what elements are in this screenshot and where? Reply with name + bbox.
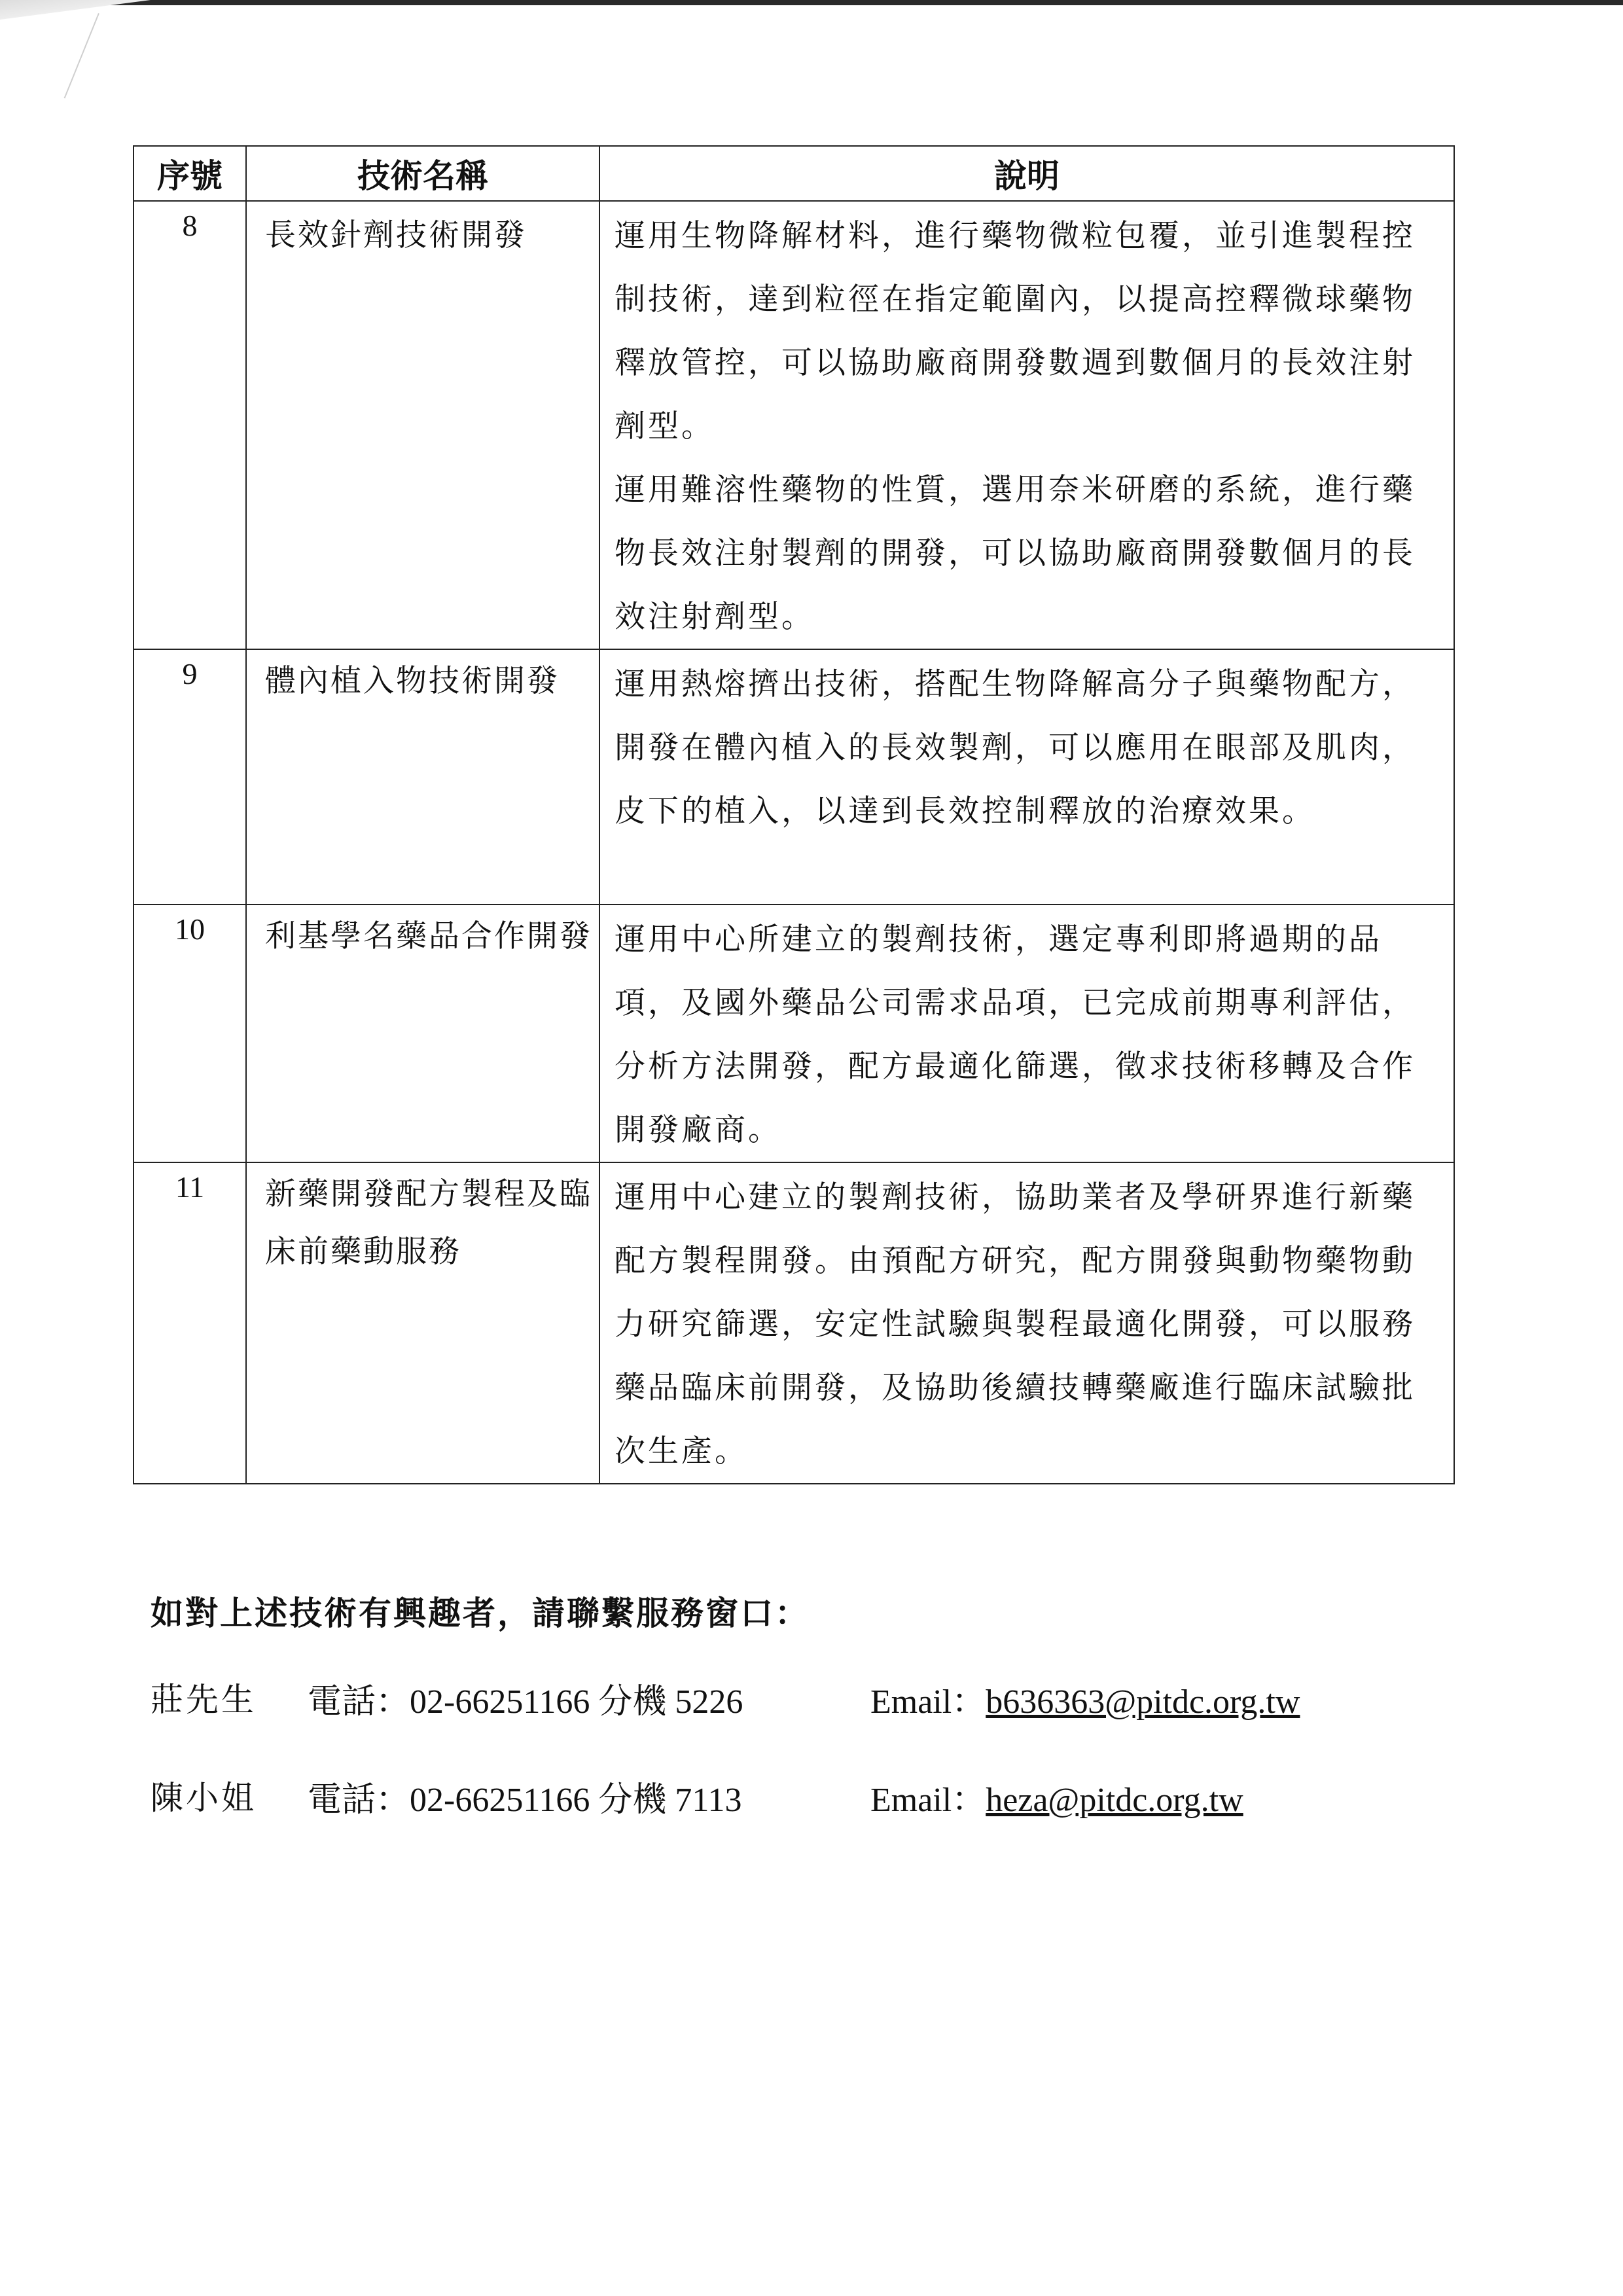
row-name xyxy=(246,1162,599,1484)
contact-email xyxy=(870,1772,1243,1821)
row-no: 9 xyxy=(134,649,246,905)
row-desc xyxy=(599,201,1454,649)
row-name-text: 長效針劑技術開發 xyxy=(265,217,527,253)
table-row xyxy=(134,905,1454,1162)
row-desc xyxy=(599,649,1454,905)
row-name xyxy=(246,905,599,1162)
email-label: Email： xyxy=(870,1683,986,1721)
row-desc xyxy=(599,905,1454,1162)
contact-row xyxy=(151,1674,1459,1772)
table-row xyxy=(134,201,1454,649)
row-no: 11 xyxy=(134,1162,246,1484)
email-label: Email： xyxy=(870,1782,986,1819)
header-no: 序號 xyxy=(134,146,246,201)
header-name: 技術名稱 xyxy=(246,146,599,201)
row-no: 8 xyxy=(134,201,246,649)
table-row xyxy=(134,649,1454,905)
scan-folded-corner xyxy=(0,0,151,20)
table-row xyxy=(134,1162,1454,1484)
row-name xyxy=(246,649,599,905)
contact-name: 莊先生 xyxy=(151,1681,257,1719)
header-desc: 說明 xyxy=(599,146,1454,201)
contact-phone: 電話：02-66251166 分機 5226 xyxy=(308,1683,743,1721)
contact-row xyxy=(151,1772,1459,1870)
desc-paragraph: 運用生物降解材料，進行藥物微粒包覆，並引進製程控制技術，達到粒徑在指定範圍內，以提高控釋微球藥物釋放管控，可以協助廠商開發數週到數個月的長效注射劑型。 xyxy=(615,218,1416,444)
desc-paragraph: 運用中心建立的製劑技術，協助業者及學研界進行新藥配方製程開發。由預配方研究，配方開發與動物藥物動力研究篩選，安定性試驗與製程最適化開發，可以服務藥品臨床前開發，及協助後續技轉藥廠進行臨床試驗批次生產。 xyxy=(615,1179,1416,1469)
row-no: 10 xyxy=(134,905,246,1162)
contact-section xyxy=(151,1587,1459,1870)
contact-email xyxy=(870,1674,1300,1723)
row-name-text: 體內植入物技術開發 xyxy=(265,663,560,699)
scan-crease-line xyxy=(64,13,99,99)
row-desc xyxy=(599,1162,1454,1484)
desc-paragraph: 運用中心所建立的製劑技術，選定專利即將過期的品項，及國外藥品公司需求品項，已完成前期專利評估，分析方法開發，配方最適化篩選，徵求技術移轉及合作開發廠商。 xyxy=(615,922,1416,1148)
desc-paragraph: 運用難溶性藥物的性質，選用奈米研磨的系統，進行藥物長效注射製劑的開發，可以協助廠商開發數個月的長效注射劑型。 xyxy=(615,472,1416,635)
technology-table xyxy=(133,145,1455,1484)
contact-heading: 如對上述技術有興趣者，請聯繫服務窗口： xyxy=(151,1594,810,1632)
row-name-text: 新藥開發配方製程及臨床前藥動服務 xyxy=(265,1176,592,1270)
desc-paragraph: 運用熱熔擠出技術，搭配生物降解高分子與藥物配方，開發在體內植入的長效製劑，可以應用在眼部及肌肉，皮下的植入，以達到長效控制釋放的治療效果。 xyxy=(615,666,1416,829)
contact-phone: 電話：02-66251166 分機 7113 xyxy=(308,1782,742,1819)
email-link[interactable]: b636363@pitdc.org.tw xyxy=(986,1683,1300,1721)
contact-name: 陳小姐 xyxy=(151,1779,257,1817)
scan-top-edge xyxy=(0,0,1623,5)
table-header-row xyxy=(134,146,1454,201)
email-link[interactable]: heza@pitdc.org.tw xyxy=(986,1782,1243,1819)
row-name xyxy=(246,201,599,649)
row-name-text: 利基學名藥品合作開發 xyxy=(265,918,592,954)
